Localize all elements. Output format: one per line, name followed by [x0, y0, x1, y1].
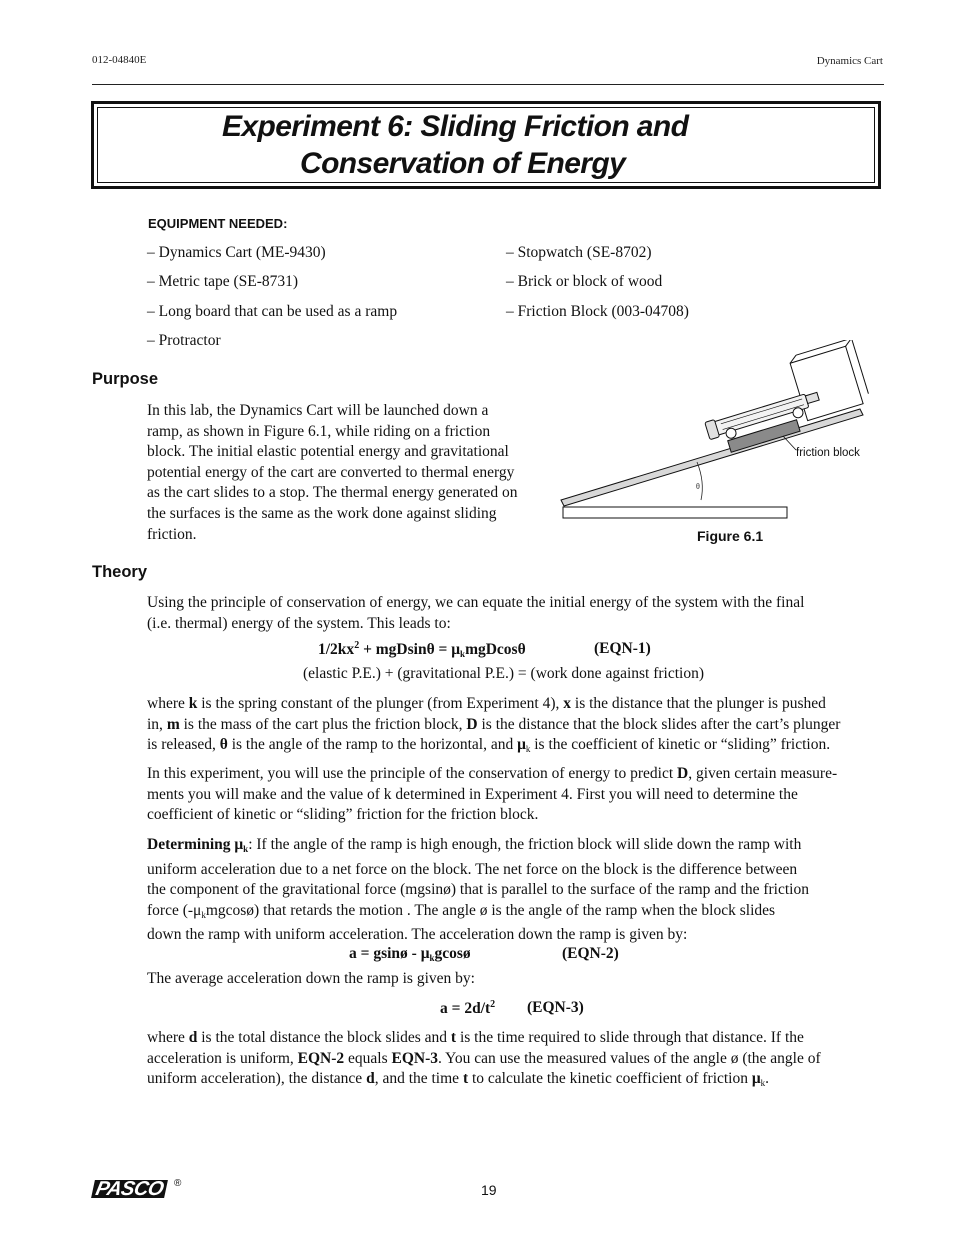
equation-2-tag: (EQN-2) [562, 945, 619, 962]
average-acceleration-text: The average acceleration down the ramp is given by: [147, 970, 475, 987]
equipment-item: – Long board that can be used as a ramp [147, 303, 398, 320]
equation-2: a = gsinø - $\mu_kgcosø$ [349, 945, 471, 963]
equipment-item: – Friction Block (003-04708) [506, 303, 689, 320]
equipment-item: – Stopwatch (SE-8702) [506, 244, 652, 261]
equipment-item: – Brick or block of wood [506, 273, 663, 290]
figure-ramp-diagram [555, 340, 875, 530]
title-line-1: Experiment 6: Sliding Friction and [222, 110, 689, 143]
friction-block-label: friction block [796, 447, 860, 459]
equipment-item: – Dynamics Cart (ME-9430) [147, 244, 326, 261]
equation-1-tag: (EQN-1) [594, 640, 651, 657]
header-rule [92, 84, 884, 85]
registered-mark: ® [174, 1178, 182, 1189]
purpose-heading: Purpose [92, 370, 159, 388]
where-paragraph-1: where k is the spring constant of the plunger (from Experiment 4), x is the distance that the plunger is pushed in, m is the mass of the cart plus the friction block, D is the distance that the block slides after the cart’s plunger is released, θ is the angle of the ramp to the horizontal, and $\mu_k$ is the coefficient of kinetic or “sliding” friction. [147, 695, 841, 755]
pasco-logo: PASCO [93, 1180, 166, 1200]
product-name: Dynamics Cart [816, 55, 883, 67]
equipment-item: – Protractor [147, 332, 221, 349]
determining-paragraph: Determining $\mu_k$: If the angle of the ramp is high enough, the friction block will slide down the ramp with uniform acceleration due to a net force on the block. The net force on the block is the difference between the component of the gravitational force (mgsinø) that is parallel to the surface of the ramp and the friction force $(-\mu_kmgcosø)$ that retards the motion . The angle ø is the angle of the ramp when the block slides down the ramp with uniform acceleration. The acceleration down the ramp is given by: [147, 836, 809, 944]
equipment-heading: EQUIPMENT NEEDED: [148, 216, 288, 231]
equation-1: $1/2kx^2 + mgDsin\theta = \mu_kmgDcos\theta$ [318, 640, 526, 660]
title-box [91, 101, 881, 189]
theory-intro: Using the principle of conservation of energy, we can equate the initial energy of the system with the final (i.e. thermal) energy of the system. This leads to: [147, 594, 805, 632]
theta-label: θ [696, 482, 700, 491]
title-line-2: Conservation of Energy [300, 147, 626, 180]
leader-line [783, 436, 796, 450]
equation-3-tag: (EQN-3) [527, 999, 584, 1016]
equation-1-description: (elastic P.E.) + (gravitational P.E.) = (work done against friction) [303, 665, 705, 682]
purpose-text: In this lab, the Dynamics Cart will be launched down a ramp, as shown in Figure 6.1, while riding on a friction block. The initial elastic potential energy and gravitational potential energy of the cart are converted to thermal energy as the cart slides to a stop. The thermal energy generated on the surfaces is the same as the work done against sliding friction. [147, 402, 518, 543]
figure-caption: Figure 6.1 [697, 528, 764, 544]
predict-paragraph: In this experiment, you will use the principle of the conservation of energy to predict D, given certain measure- ments you will make and the value of k determined in Experiment 4. First you will need to determine the coefficient of kinetic or “sliding” friction for the friction block. [147, 765, 838, 824]
angle-arc [697, 462, 702, 500]
page-number: 19 [481, 1182, 497, 1198]
doc-number: 012-04840E [92, 54, 147, 66]
equipment-item: – Metric tape (SE-8731) [147, 273, 299, 290]
equation-3: $a = 2d/t^2$ [440, 999, 496, 1018]
where-paragraph-2: where d is the total distance the block slides and t is the time required to slide through that distance. If the acceleration is uniform, EQN-2 equals EQN-3. You can use the measured values of the angle ø (the angle of uniform acceleration), the distance d, and the time t to calculate the kinetic coefficient of friction $\mu_k$. [147, 1029, 821, 1089]
theory-heading: Theory [92, 563, 148, 581]
floor-base [563, 507, 787, 518]
